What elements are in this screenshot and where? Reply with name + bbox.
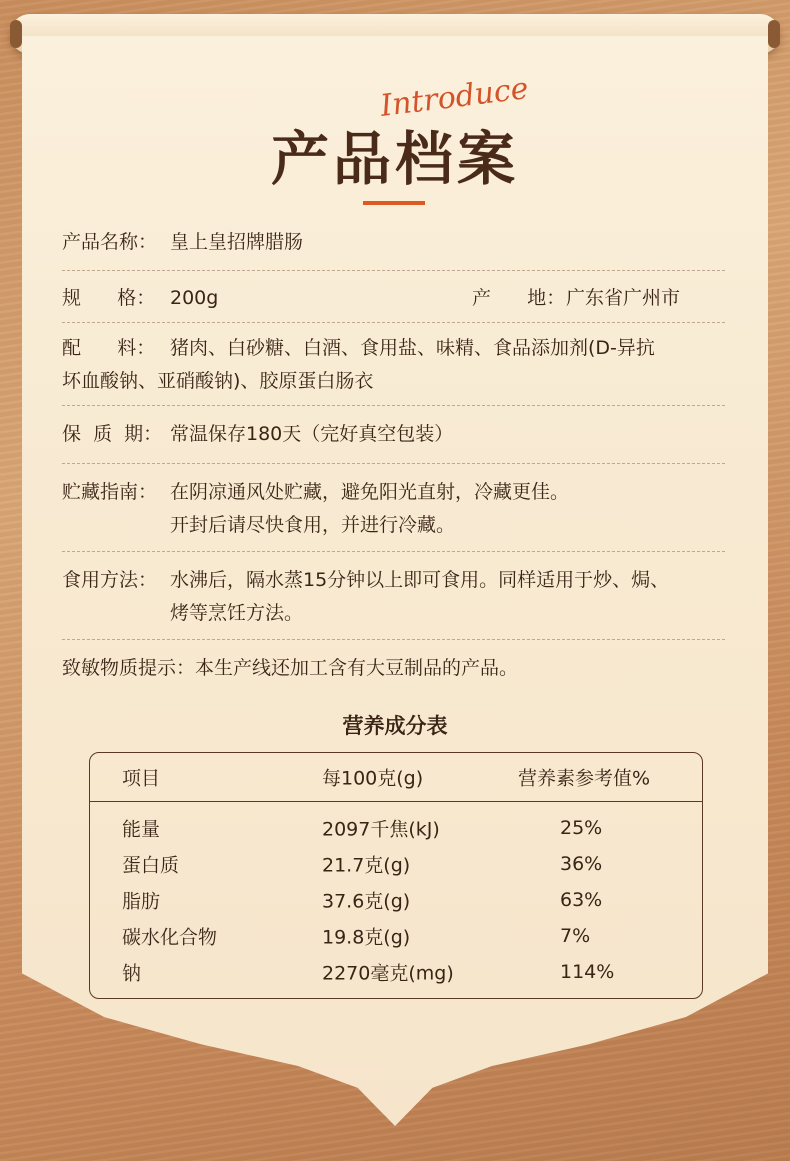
- table-row: [90, 954, 702, 990]
- usage-label: 食用方法：: [62, 569, 158, 591]
- nutrient-amount: 21.7克(g): [322, 854, 411, 877]
- nutrient-name: 蛋白质: [122, 854, 180, 877]
- name-label: 产品名称：: [62, 231, 158, 253]
- ingredients-line1: 猪肉、白砂糖、白酒、食用盐、味精、食品添加剂(D-异抗: [170, 337, 655, 359]
- divider: [62, 639, 725, 640]
- title-underline: [363, 201, 425, 205]
- nutrient-nrv: 25%: [560, 817, 603, 839]
- shelf-life-label: 保 质 期：: [62, 423, 163, 445]
- nutrient-name: 碳水化合物: [122, 926, 218, 949]
- allergen-label: 致敏物质提示：: [62, 657, 196, 679]
- nutrient-amount: 2097千焦(kJ): [322, 818, 440, 841]
- divider: [62, 322, 725, 323]
- nutrient-nrv: 114%: [560, 961, 615, 983]
- nutrient-nrv: 63%: [560, 889, 603, 911]
- name-value: 皇上皇招牌腊肠: [170, 231, 304, 253]
- nutrient-amount: 2270毫克(mg): [322, 962, 454, 985]
- scroll-rod-left-end: [10, 20, 22, 48]
- spec-value: 200g: [170, 287, 219, 309]
- nutrient-amount: 37.6克(g): [322, 890, 411, 913]
- ingredients-label: 配 料：: [62, 337, 156, 359]
- header-item: 项目: [122, 767, 161, 790]
- info-row-storage: [62, 476, 730, 542]
- info-row-allergen: [62, 652, 730, 685]
- allergen-value: 本生产线还加工含有大豆制品的产品。: [195, 657, 519, 679]
- usage-line1: 水沸后，隔水蒸15分钟以上即可食用。同样适用于炒、焗、: [170, 569, 670, 591]
- table-row: [90, 918, 702, 954]
- info-row-name: [62, 226, 730, 259]
- info-row-shelf-life: [62, 418, 730, 451]
- nutrition-title: 营养成分表: [342, 714, 448, 738]
- info-row-spec: [62, 282, 730, 315]
- usage-line2: 烤等烹饪方法。: [170, 602, 304, 624]
- storage-line2: 开封后请尽快食用，并进行冷藏。: [170, 514, 456, 536]
- introduce-script-text: Introduce: [378, 71, 531, 124]
- info-row-usage: [62, 564, 730, 630]
- header-per-100g: 每100克(g): [322, 767, 424, 790]
- shelf-life-value: 常温保存180天（完好真空包装）: [170, 423, 454, 445]
- nutrient-amount: 19.8克(g): [322, 926, 411, 949]
- scroll-rod-right-end: [768, 20, 780, 48]
- spec-label: 规 格：: [62, 287, 156, 309]
- info-row-ingredients: [62, 332, 730, 398]
- nutrition-body: [90, 802, 702, 990]
- divider: [62, 405, 725, 406]
- origin-label: 产 地：: [472, 287, 566, 309]
- nutrient-name: 钠: [122, 962, 142, 985]
- divider: [62, 270, 725, 271]
- nutrient-name: 能量: [122, 818, 161, 841]
- page-title: 产品档案: [270, 125, 519, 193]
- origin-value: 广东省广州市: [566, 287, 681, 309]
- nutrient-name: 脂肪: [122, 890, 161, 913]
- origin-group: [472, 282, 680, 315]
- header-nrv: 营养素参考值%: [518, 767, 651, 790]
- nutrition-table: [89, 752, 703, 999]
- table-row: [90, 882, 702, 918]
- storage-line1: 在阴凉通风处贮藏，避免阳光直射，冷藏更佳。: [170, 481, 570, 503]
- table-row: [90, 810, 702, 846]
- storage-label: 贮藏指南：: [62, 481, 158, 503]
- table-row: [90, 846, 702, 882]
- ingredients-line2: 坏血酸钠、亚硝酸钠)、胶原蛋白肠衣: [62, 370, 374, 392]
- nutrition-header-row: [90, 753, 702, 802]
- nutrient-nrv: 36%: [560, 853, 603, 875]
- nutrient-nrv: 7%: [560, 925, 591, 947]
- divider: [62, 463, 725, 464]
- divider: [62, 551, 725, 552]
